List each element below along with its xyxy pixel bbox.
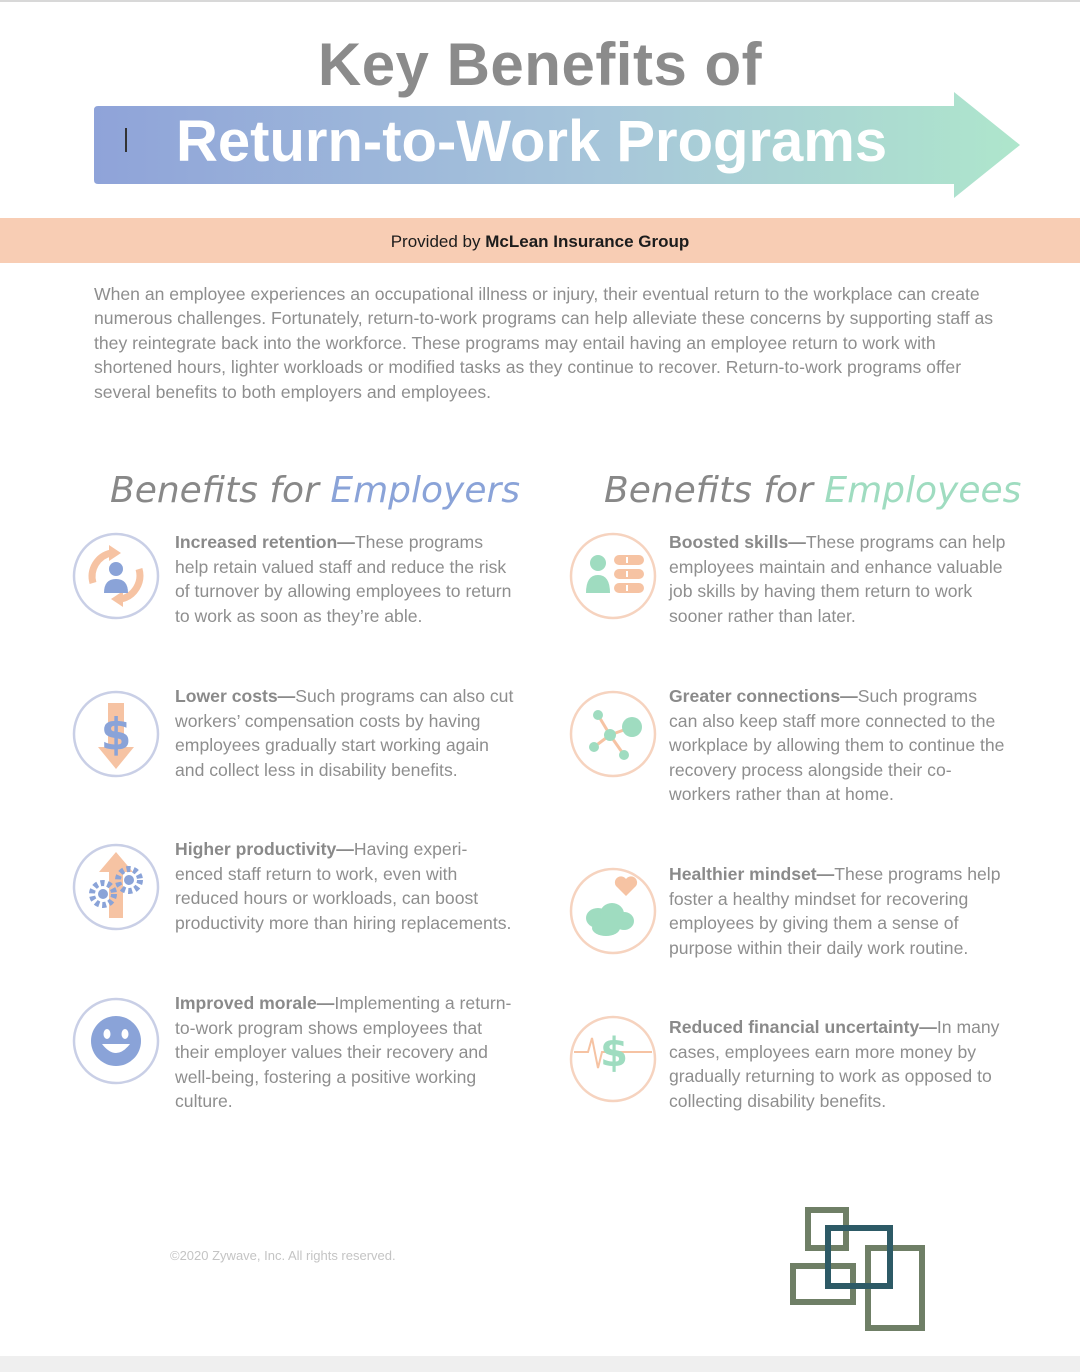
text-cursor [125,128,127,152]
benefit-title: Higher productivity— [175,839,354,859]
employer-benefit-3 [175,837,515,935]
page-title-line2: Return-to-Work Programs [176,109,888,174]
company-logo [788,1206,930,1334]
benefit-title: Reduced financial uncertainty— [669,1017,937,1037]
dollar-icon [71,689,161,779]
employers-heading-highlight: Employers [330,470,521,511]
benefit-text: These programs can help employees maintain and enhance valuable job skills by having them return to work sooner rather than later. [669,532,1006,626]
benefit-title: Boosted skills— [669,532,806,552]
employee-benefit-2 [669,684,1009,807]
employer-benefit-2 [175,684,515,782]
benefit-title: Greater connections— [669,686,858,706]
employee-benefit-3 [669,862,1009,960]
employers-heading-prefix: Benefits for [110,470,319,511]
employee-benefit-4 [669,1015,1009,1113]
skills-icon [568,531,658,621]
svg-text:$: $ [600,1030,628,1076]
dollar-pulse-icon [568,1014,658,1104]
employees-heading-prefix: Benefits for [604,470,813,511]
bottom-bar [0,1356,1080,1372]
copyright-text: ©2020 Zywave, Inc. All rights reserved. [170,1248,396,1263]
benefit-text: Such programs can also keep staff more connected to the workplace by allowing them to continue the recovery process alongside their co-workers rather than at home. [669,686,1005,804]
benefit-text: These programs help foster a healthy mindset for recovering employees by giving them a sense of purpose within their daily work routine. [669,864,1001,958]
employer-benefit-4 [175,991,515,1114]
benefit-title: Improved morale— [175,993,335,1013]
benefit-text: In many cases, employees earn more money by gradually returning to work as opposed to collecting disability benefits. [669,1017,1000,1111]
provider-prefix: Provided by [390,232,481,251]
provider-band [0,218,1080,263]
employees-heading [604,470,1021,511]
employers-heading [110,470,520,511]
intro-paragraph: When an employee experiences an occupational illness or injury, their eventual return to the workplace can create numerous challenges. Fortunately, return-to-work programs can help alleviate these concerns by supporting staff as they reintegrate back into the workforce. These programs may entail having an employee return to work with shortened hours, lighter workloads or modified tasks as they continue to recover. Return-to-work programs offer several benefits to both employers and employees. [94,284,994,402]
employee-benefit-1 [669,530,1009,628]
benefit-title: Increased retention— [175,532,355,552]
employees-heading-highlight: Employees [824,470,1022,511]
svg-text:$: $ [100,709,132,760]
gears-icon [71,842,161,932]
provider-company: McLean Insurance Group [485,232,690,251]
smiley-icon [71,996,161,1086]
benefit-title: Lower costs— [175,686,296,706]
brain-heart-icon [568,866,658,956]
benefit-text: These programs help retain valued staff and reduce the risk of turnover by allowing employees to return to work as soon as they’re able. [175,532,512,626]
network-icon [568,689,658,779]
employer-benefit-1 [175,530,515,628]
benefit-title: Healthier mindset— [669,864,835,884]
benefit-text: Having experi-enced staff return to work, even with reduced hours or workloads, can boost productivity more than hiring replacements. [175,839,512,933]
benefit-text: Such programs can also cut workers’ compensation costs by having employees gradually start working again and collect less in disability benefits. [175,686,514,780]
benefit-text: Implementing a return-to-work program shows employees that their employer values their recovery and well-being, fostering a positive working culture. [175,993,512,1111]
top-border-line [0,0,1080,2]
page-title-line1: Key Benefits of [317,31,763,98]
retention-icon [71,531,161,621]
